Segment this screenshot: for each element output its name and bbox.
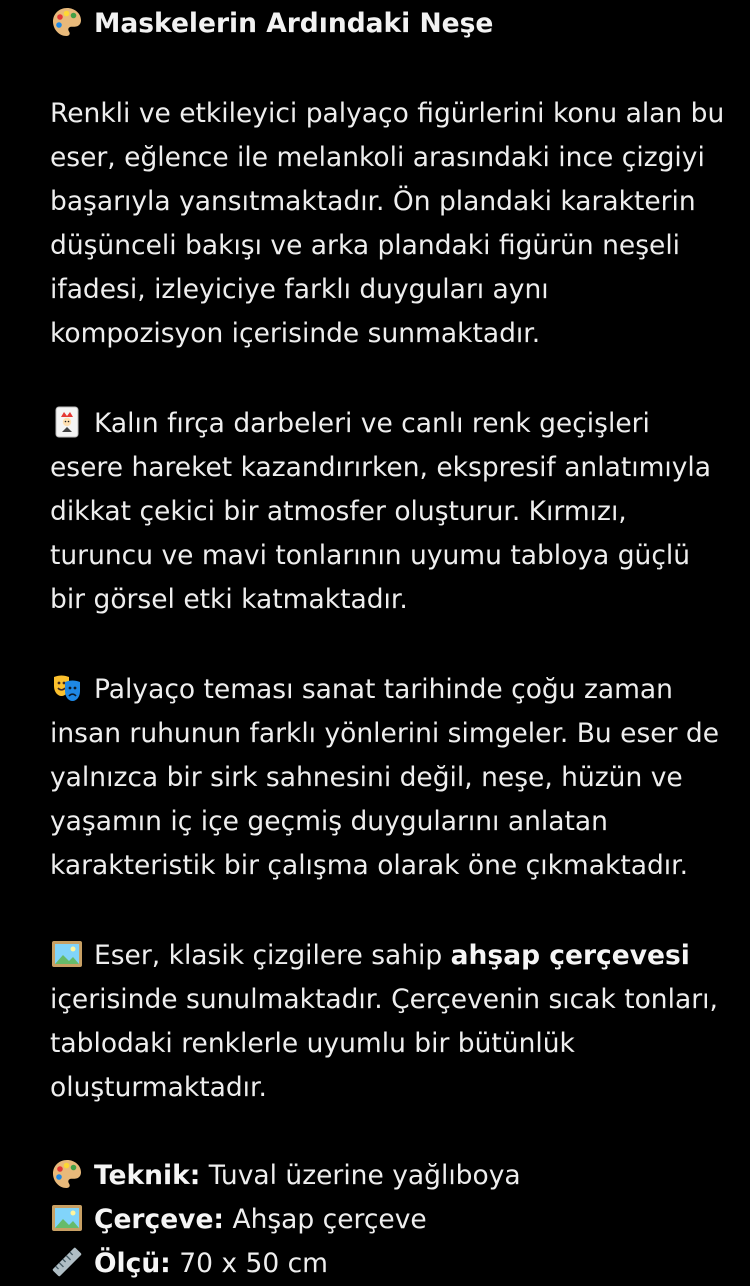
paragraph4-text: Eser, klasik çizgilere sahip	[94, 940, 451, 971]
paragraph1-line: düşünceli bakışı ve arka plandaki figürün neşeli	[50, 230, 681, 261]
ruler-icon	[50, 1245, 84, 1279]
post-title: Maskelerin Ardındaki Neşe	[94, 8, 494, 39]
paragraph1-line: başarıyla yansıtmaktadır. Ön plandaki karakterin	[50, 186, 696, 217]
paragraph1-line: eser, eğlence ile melankoli arasındaki ince çizgiyi	[50, 142, 705, 173]
paragraph1-line: ifadesi, izleyiciye farklı duyguları aynı	[50, 274, 549, 305]
spec-technique	[50, 1154, 714, 1198]
paragraph2-line: turuncu ve mavi tonlarının uyumu tabloya güçlü	[50, 540, 691, 571]
paragraph4-line: oluşturmaktadır.	[50, 1072, 267, 1103]
paragraph4-line: tablodaki renklerle uyumlu bir bütünlük	[50, 1028, 575, 1059]
spec-value: Ahşap çerçeve	[224, 1204, 427, 1235]
paragraph4-line: içerisinde sunulmaktadır. Çerçevenin sıcak tonları,	[50, 984, 718, 1015]
paragraph4-first-line	[50, 934, 714, 978]
paragraph3-line: yalnızca bir sirk sahnesini değil, neşe, hüzün ve	[50, 762, 683, 793]
theater-masks-icon	[50, 671, 84, 705]
palette-icon	[50, 1157, 84, 1191]
paragraph2-first-line	[50, 402, 714, 446]
spec-value: Tuval üzerine yağlıboya	[200, 1160, 521, 1191]
spec-label: Çerçeve:	[94, 1204, 225, 1235]
joker-card-icon	[50, 405, 84, 439]
paragraph2-line: esere hareket kazandırırken, ekspresif anlatımıyla	[50, 452, 712, 483]
palette-icon	[50, 5, 84, 39]
framed-picture-icon	[50, 937, 84, 971]
paragraph4-bold-text: ahşap çerçevesi	[450, 940, 690, 971]
spec-label: Ölçü:	[94, 1248, 171, 1279]
paragraph1-line: kompozisyon içerisinde sunmaktadır.	[50, 318, 541, 349]
spec-frame	[50, 1198, 714, 1242]
paragraph2-line: dikkat çekici bir atmosfer oluşturur. Kırmızı,	[50, 496, 627, 527]
spec-size	[50, 1242, 714, 1286]
paragraph2-line: bir görsel etki katmaktadır.	[50, 584, 408, 615]
spec-value: 70 x 50 cm	[170, 1248, 328, 1279]
paragraph2-line: Kalın fırça darbeleri ve canlı renk geçişleri	[94, 408, 650, 439]
post-title-line	[50, 2, 714, 46]
paragraph3-line: yaşamın iç içe geçmiş duygularını anlatan	[50, 806, 608, 837]
paragraph3-line: Palyaço teması sanat tarihinde çoğu zaman	[94, 674, 673, 705]
spec-label: Teknik:	[94, 1160, 201, 1191]
paragraph3-first-line	[50, 668, 714, 712]
paragraph3-line: insan ruhunun farklı yönlerini simgeler. Bu eser de	[50, 718, 720, 749]
framed-picture-icon	[50, 1201, 84, 1235]
paragraph1-line: Renkli ve etkileyici palyaço figürlerini konu alan bu	[50, 98, 725, 129]
paragraph3-line: karakteristik bir çalışma olarak öne çıkmaktadır.	[50, 850, 689, 881]
